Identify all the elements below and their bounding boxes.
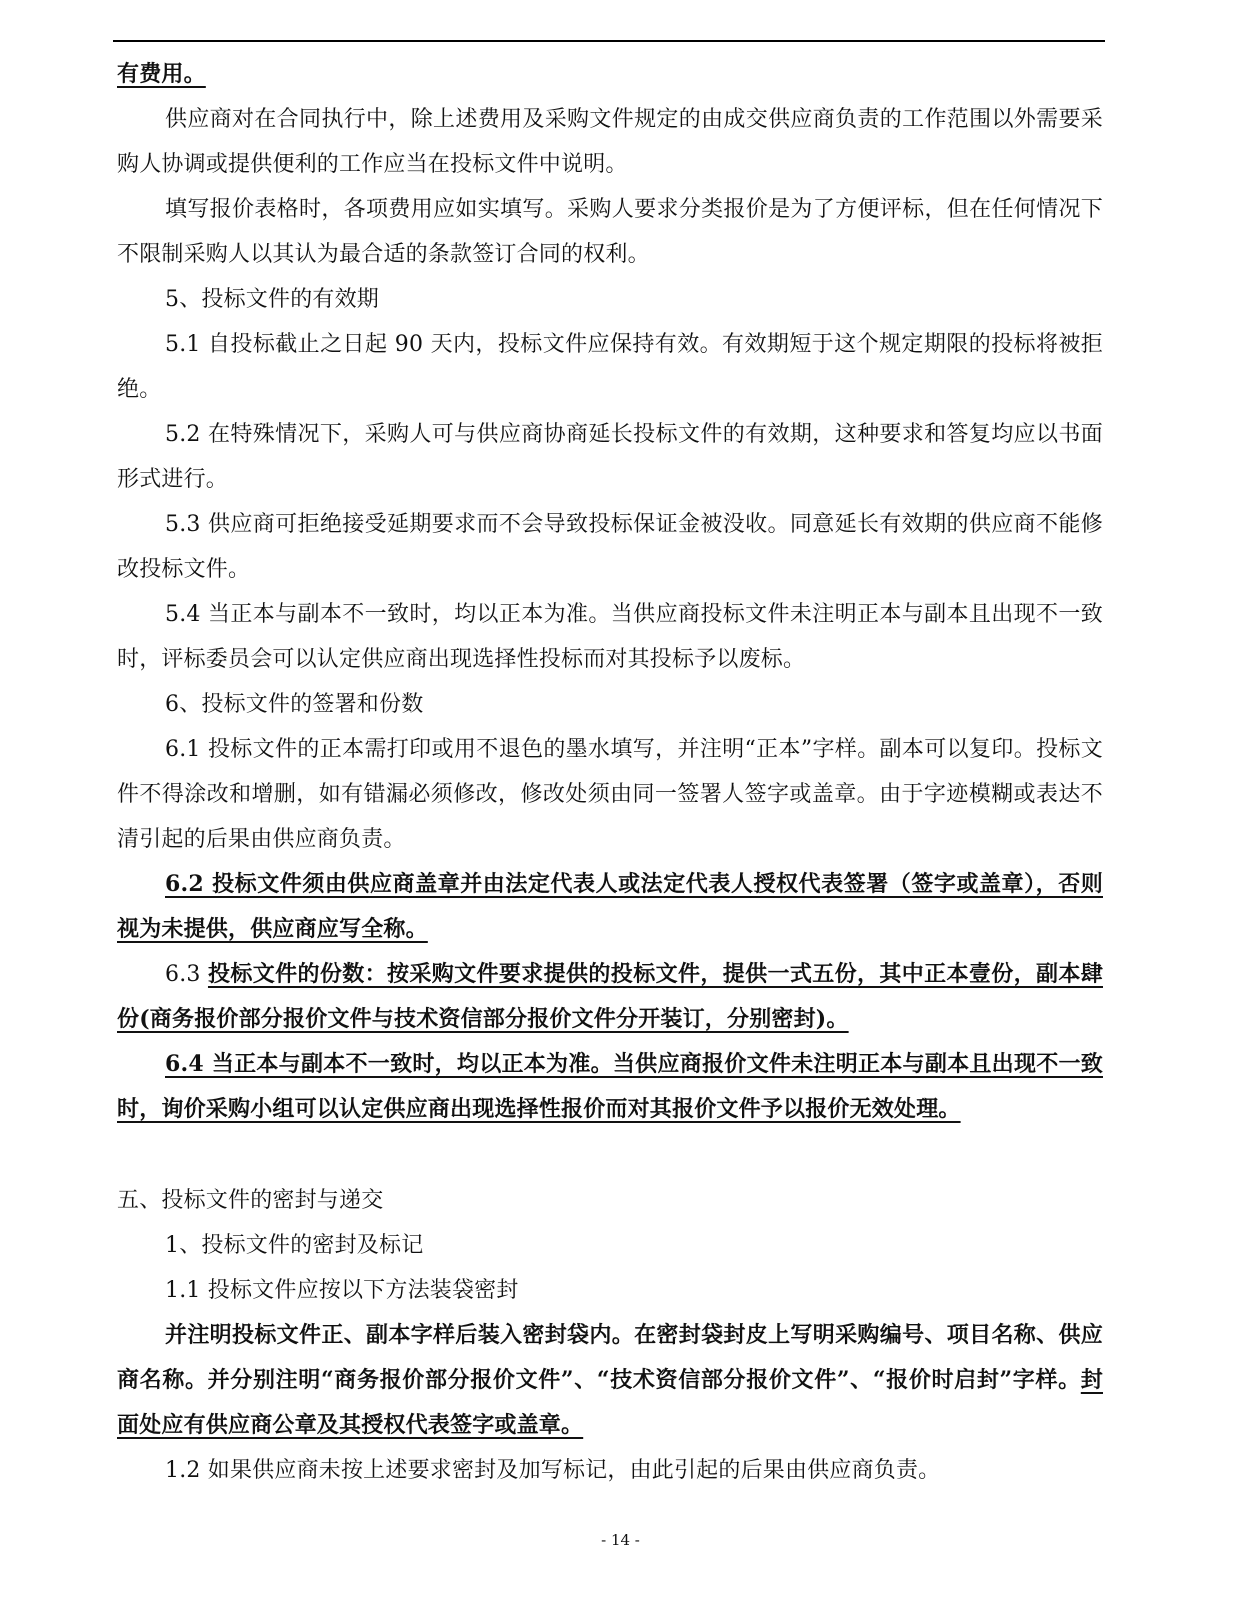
clause-6-2 bbox=[117, 862, 1103, 952]
paragraph-sealing-instructions bbox=[117, 1313, 1103, 1448]
clause-6-1: 6.1 投标文件的正本需打印或用不退色的墨水填写，并注明“正本”字样。副本可以复印。投标文件不得涂改和增删，如有错漏必须修改，修改处须由同一签署人签字或盖章。由于字迹模糊或表达不清引起的后果由供应商负责。 bbox=[117, 737, 1103, 852]
clause-6-4-text: 6.4 当正本与副本不一致时，均以正本为准。当供应商报价文件未注明正本与副本且出现不一致时，询价采购小组可以认定供应商出现选择性报价而对其报价文件予以报价无效处理。 bbox=[117, 1051, 1103, 1122]
clause-5-4: 5.4 当正本与副本不一致时，均以正本为准。当供应商投标文件未注明正本与副本且出现不一致时，评标委员会可以认定供应商出现选择性投标而对其投标予以废标。 bbox=[117, 602, 1103, 672]
clause-6-3 bbox=[117, 952, 1103, 1042]
section-heading-signing: 6、投标文件的签署和份数 bbox=[165, 692, 424, 717]
section-heading-validity: 5、投标文件的有效期 bbox=[165, 287, 379, 312]
clause-5-2: 5.2 在特殊情况下，采购人可与供应商协商延长投标文件的有效期，这种要求和答复均应以书面形式进行。 bbox=[117, 422, 1103, 492]
clause-6-2-text: 6.2 投标文件须由供应商盖章并由法定代表人或法定代表人授权代表签署（签字或盖章），否则视为未提供，供应商应写全称。 bbox=[117, 871, 1103, 942]
clause-5-1: 5.1 自投标截止之日起 90 天内，投标文件应保持有效。有效期短于这个规定期限的投标将被拒绝。 bbox=[117, 332, 1103, 402]
sealing-instructions-text: 并注明投标文件正、副本字样后装入密封袋内。在密封袋封皮上写明采购编号、项目名称、供应商名称。并分别注明“商务报价部分报价文件”、“技术资信部分报价文件”、“报价时启封”字样。 bbox=[117, 1322, 1103, 1393]
header-rule bbox=[113, 40, 1105, 42]
paragraph-cost-end bbox=[117, 52, 1103, 97]
section-heading-sealing-marking: 1、投标文件的密封及标记 bbox=[165, 1233, 424, 1258]
paragraph-coordination: 供应商对在合同执行中，除上述费用及采购文件规定的由成交供应商负责的工作范围以外需要采购人协调或提供便利的工作应当在投标文件中说明。 bbox=[117, 107, 1103, 177]
clause-1-2: 1.2 如果供应商未按上述要求密封及加写标记，由此引起的后果由供应商负责。 bbox=[165, 1458, 941, 1483]
cost-end-text: 有费用。 bbox=[117, 61, 206, 87]
clause-1-1: 1.1 投标文件应按以下方法装袋密封 bbox=[165, 1278, 519, 1303]
sealing-signature-text: 封面处应有供应商公章及其授权代表签字或盖章。 bbox=[117, 1367, 1103, 1438]
clause-6-3-number: 6.3 bbox=[165, 962, 208, 987]
paragraph-quotation-form: 填写报价表格时，各项费用应如实填写。采购人要求分类报价是为了方便评标，但在任何情况下不限制采购人以其认为最合适的条款签订合同的权利。 bbox=[117, 197, 1103, 267]
section-spacer bbox=[117, 1132, 1103, 1178]
clause-6-4 bbox=[117, 1042, 1103, 1132]
clause-5-3: 5.3 供应商可拒绝接受延期要求而不会导致投标保证金被没收。同意延长有效期的供应商不能修改投标文件。 bbox=[117, 512, 1103, 582]
chapter-heading-sealing: 五、投标文件的密封与递交 bbox=[117, 1188, 384, 1213]
document-body bbox=[117, 52, 1103, 1493]
clause-6-3-text: 投标文件的份数：按采购文件要求提供的投标文件，提供一式五份，其中正本壹份，副本肆份(商务报价部分报价文件与技术资信部分报价文件分开装订，分别密封)。 bbox=[117, 961, 1103, 1032]
page-number: - 14 - bbox=[601, 1531, 640, 1549]
